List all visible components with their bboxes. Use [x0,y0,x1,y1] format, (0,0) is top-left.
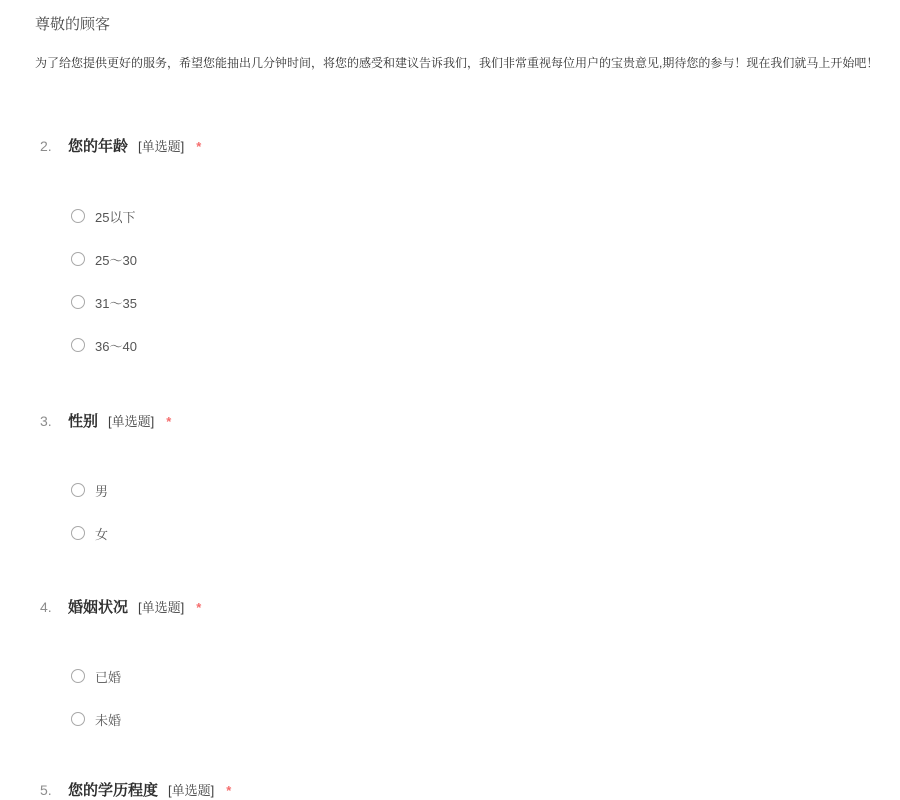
required-asterisk: * [196,600,202,615]
question-type-tag: [单选题] [108,414,155,429]
question-education [40,779,880,800]
radio-option[interactable] [71,249,880,269]
question-type-tag: [单选题] [168,783,215,798]
question-header [40,410,880,432]
question-title: 婚姻状况 [68,599,129,616]
question-title: 性别 [68,413,99,430]
question-title: 您的年龄 [68,138,129,155]
required-asterisk: * [166,414,172,429]
radio-option[interactable] [71,335,880,355]
question-header [40,596,880,618]
radio-button-icon[interactable] [71,209,85,223]
radio-option[interactable] [71,480,880,500]
survey-intro-text: 为了给您提供更好的服务，希望您能抽出几分钟时间，将您的感受和建议告诉我们，我们非常重视每位用户的宝贵意见,期待您的参与！现在我们就马上开始吧！ [35,56,879,70]
radio-button-icon[interactable] [71,338,85,352]
question-number: 5. [40,782,52,798]
question-age [40,135,880,378]
option-label: 36～40 [95,338,137,354]
question-gender [40,410,880,566]
radio-option[interactable] [71,709,880,729]
radio-button-icon[interactable] [71,669,85,683]
question-marital-status [40,596,880,752]
radio-button-icon[interactable] [71,252,85,266]
option-label: 已婚 [95,669,122,685]
radio-option[interactable] [71,666,880,686]
options-list [40,206,880,355]
radio-button-icon[interactable] [71,526,85,540]
option-label: 男 [95,483,109,499]
radio-button-icon[interactable] [71,712,85,726]
question-type-tag: [单选题] [138,600,185,615]
question-type-tag: [单选题] [138,139,185,154]
question-header [40,135,880,157]
radio-button-icon[interactable] [71,295,85,309]
question-header [40,779,880,800]
required-asterisk: * [196,139,202,154]
options-list [40,666,880,729]
question-number: 3. [40,413,52,429]
option-label: 25～30 [95,252,137,268]
question-number: 4. [40,599,52,615]
option-label: 25以下 [95,209,136,225]
options-list [40,480,880,543]
option-label: 未婚 [95,712,122,728]
radio-option[interactable] [71,523,880,543]
option-label: 女 [95,526,109,542]
question-title: 您的学历程度 [68,782,159,799]
radio-option[interactable] [71,206,880,226]
required-asterisk: * [226,783,232,798]
question-number: 2. [40,138,52,154]
option-label: 31～35 [95,295,137,311]
radio-button-icon[interactable] [71,483,85,497]
radio-option[interactable] [71,292,880,312]
survey-greeting: 尊敬的顾客 [35,16,111,33]
